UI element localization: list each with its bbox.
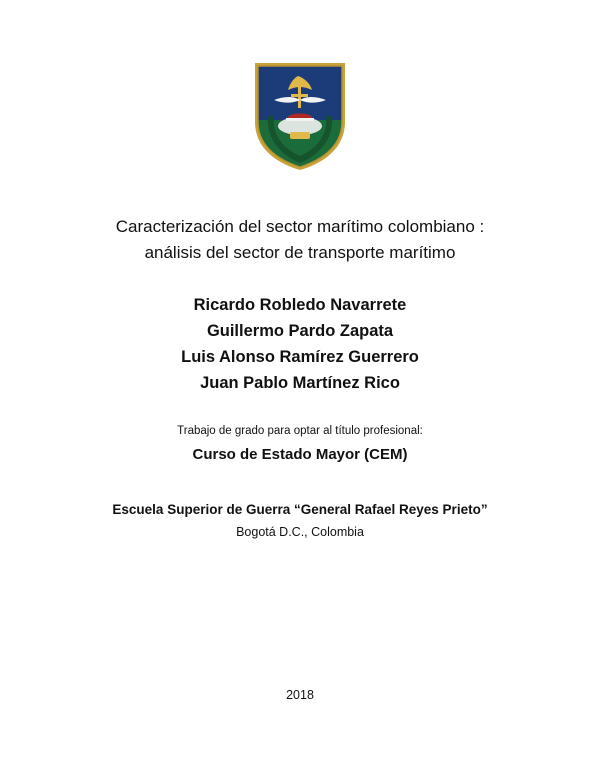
- degree-block: [60, 422, 540, 466]
- document-title: [70, 214, 530, 266]
- title-line-2: análisis del sector de transporte marítimo: [144, 243, 456, 262]
- military-school-crest-icon: [252, 60, 348, 172]
- author-name: Juan Pablo Martínez Rico: [200, 374, 400, 392]
- degree-name-text: Curso de Estado Mayor (CEM): [192, 446, 408, 463]
- author-list: [60, 292, 540, 396]
- institution-block: [40, 500, 560, 542]
- institution-city-text: Bogotá D.C., Colombia: [236, 525, 364, 539]
- degree-intro-text: Trabajo de grado para optar al título profesional:: [177, 425, 423, 437]
- author-name: Ricardo Robledo Navarrete: [193, 296, 407, 314]
- institution-name-text: Escuela Superior de Guerra “General Rafael Reyes Prieto”: [112, 502, 488, 517]
- publication-year: 2018: [286, 688, 314, 702]
- author-name: Luis Alonso Ramírez Guerrero: [181, 348, 419, 366]
- author-name: Guillermo Pardo Zapata: [206, 322, 394, 340]
- title-line-1: Caracterización del sector marítimo colombiano :: [115, 217, 485, 236]
